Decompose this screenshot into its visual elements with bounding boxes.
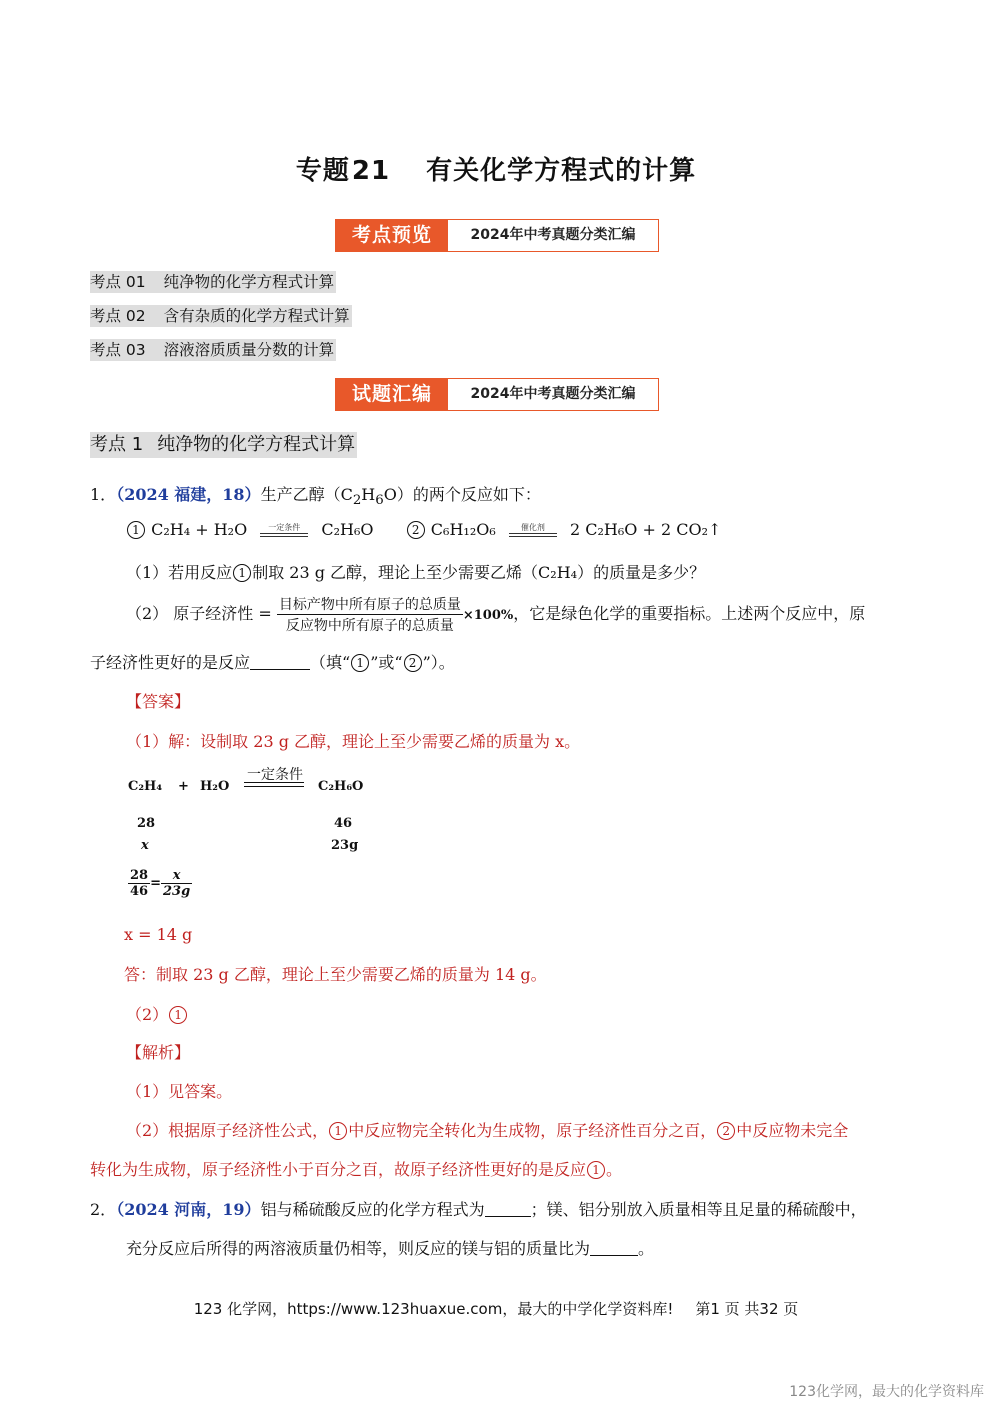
question-2-stem [90,1197,867,1220]
question-1-part-2 [126,594,865,635]
reaction-2-label: 2 [407,521,425,539]
kaodian-item [90,339,336,361]
reaction-1-label: 1 [127,521,145,539]
calc-reactant-c2h4: C₂H₄ [128,779,163,794]
calc-result: x = 14 g [124,925,193,944]
reaction-2-condition: 催化剂 [520,523,545,532]
title-prefix: 专题 [295,156,350,186]
circled-number: 1 [233,564,251,582]
analysis-text: 中反应物未完全 [736,1121,849,1140]
part-text: ”）。 [422,653,455,672]
analysis-line-3 [90,1157,622,1180]
section-code: 考点 1 [90,434,144,455]
reaction-equations [126,520,721,539]
calc-var-left: x [141,838,149,853]
question-number: 2． [90,1200,117,1219]
compile-banner [335,378,659,411]
page-title [0,150,992,187]
stem-text: 生产乙醇（C [260,485,353,504]
kaodian-text: 溶液溶质质量分数的计算 [163,341,335,359]
fraction-numerator: 目标产物中所有原子的总质量 [277,594,463,615]
kaodian-code: 考点 02 [90,307,146,325]
compile-banner-label: 试题汇编 [336,379,448,410]
compile-banner-sub: 2024年中考真题分类汇编 [470,386,636,402]
part-text: （填“ [310,653,351,672]
analysis-line-2 [126,1118,848,1141]
kaodian-text: 纯净物的化学方程式计算 [163,273,335,291]
question-number: 1． [90,485,117,504]
analysis-text: 。 [606,1160,623,1179]
preview-banner-sub: 2024年中考真题分类汇编 [470,227,636,243]
reaction-2-reactant: C₆H₁₂O₆ [430,520,496,539]
stem-text: 。 [638,1239,655,1258]
answer-heading: 【答案】 [126,692,191,711]
ratio-denominator: 23g [163,884,191,899]
watermark: 123化学网，最大的化学资料库 [789,1384,984,1400]
stem-text: 铝与稀硫酸反应的化学方程式为 [260,1200,485,1219]
question-1-stem [90,482,541,508]
reaction-1-condition: 一定条件 [268,523,301,532]
part-text: （2） 原子经济性 = [126,604,272,623]
kaodian-item [90,271,336,293]
part-text: 制取 23 g 乙醇，理论上至少需要乙烯（C₂H₄）的质量是多少？ [252,563,706,582]
reaction-2-arrow [509,524,557,537]
ratio-equals: = [150,876,161,891]
calc-mass-left: 28 [137,816,156,831]
fraction-denominator: 反应物中所有原子的总质量 [285,618,454,634]
calc-mass-right: 46 [334,816,353,831]
calc-condition: 一定条件 [247,767,303,783]
circled-number: 1 [329,1122,347,1140]
ratio-numerator: 28 [130,868,149,883]
answer-blank[interactable] [250,669,310,670]
preview-banner [335,219,659,252]
ratio-numerator: x [161,868,192,884]
footer-text: 123 化学网，https://www.123huaxue.com，最大的中学化学资料库! [193,1300,674,1318]
answer-line-1: （1）解：设制取 23 g 乙醇，理论上至少需要乙烯的质量为 x。 [126,732,581,751]
reaction-1-product: C₂H₆O [321,520,374,539]
question-source: （2024 河南，19） [116,1200,261,1219]
preview-banner-label: 考点预览 [336,220,448,251]
part-text: （2） [126,1005,169,1024]
ratio-denominator: 46 [130,884,149,899]
stem-text: O）的两个反应如下： [383,485,541,504]
circled-number: 1 [169,1006,187,1024]
section-text: 纯净物的化学方程式计算 [157,434,356,455]
calc-var-right: 23g [331,838,359,853]
calc-equals-arrow [244,782,304,787]
stem-sub: 6 [375,493,384,509]
kaodian-code: 考点 01 [90,273,146,291]
percent-factor: ×100% [462,608,514,623]
calc-ratio [128,868,192,899]
stem-text: ；镁、铝分别放入质量相等且足量的稀硫酸中， [530,1200,867,1219]
question-1-part-2-cont [90,650,455,673]
question-source: （2024 福建，18） [116,485,261,504]
analysis-heading: 【解析】 [126,1043,191,1062]
page-footer [0,1298,992,1319]
part-text: 子经济性更好的是反应 [90,653,251,672]
part-text: （1）若用反应 [126,563,233,582]
part-text: ”或“ [370,653,403,672]
circled-number: 2 [404,654,422,672]
calc-product: C₂H₆O [318,779,364,794]
answer-part-2 [126,1002,188,1025]
analysis-text: （2）根据原子经济性公式， [126,1121,329,1140]
circled-number: 2 [717,1122,735,1140]
title-text: 有关化学方程式的计算 [426,156,697,186]
answer-conclusion: 答：制取 23 g 乙醇，理论上至少需要乙烯的质量为 14 g。 [124,965,547,984]
kaodian-code: 考点 03 [90,341,146,359]
stem-text: 充分反应后所得的两溶液质量仍相等，则反应的镁与铝的质量比为 [126,1239,591,1258]
reaction-1-reactants: C₂H₄ + H₂O [151,520,248,539]
kaodian-item [90,305,352,327]
atom-economy-fraction [277,594,463,635]
analysis-text: 转化为生成物，原子经济性小于百分之百，故原子经济性更好的是反应 [90,1160,587,1179]
section-heading [90,432,357,458]
analysis-text: 中反应物完全转化为生成物，原子经济性百分之百， [348,1121,717,1140]
question-1-part-1 [126,560,705,583]
stem-text: H [361,485,376,504]
circled-number: 1 [587,1161,605,1179]
reaction-2-products: 2 C₂H₆O + 2 CO₂↑ [569,520,722,539]
calc-plus: + [178,779,189,794]
analysis-line-1: （1）见答案。 [126,1082,233,1101]
stem-sub: 2 [352,493,362,509]
reaction-1-arrow [260,524,308,537]
part-text: ，它是绿色化学的重要指标。上述两个反应中，原 [513,604,866,623]
calc-reactant-h2o: H₂O [200,779,230,794]
circled-number: 1 [351,654,369,672]
kaodian-text: 含有杂质的化学方程式计算 [163,307,350,325]
answer-blank[interactable] [485,1216,531,1217]
title-number: 21 [351,156,391,186]
page-number: 第1 页 共32 页 [695,1300,799,1318]
question-2-line-2 [126,1236,654,1259]
answer-blank[interactable] [590,1255,638,1256]
